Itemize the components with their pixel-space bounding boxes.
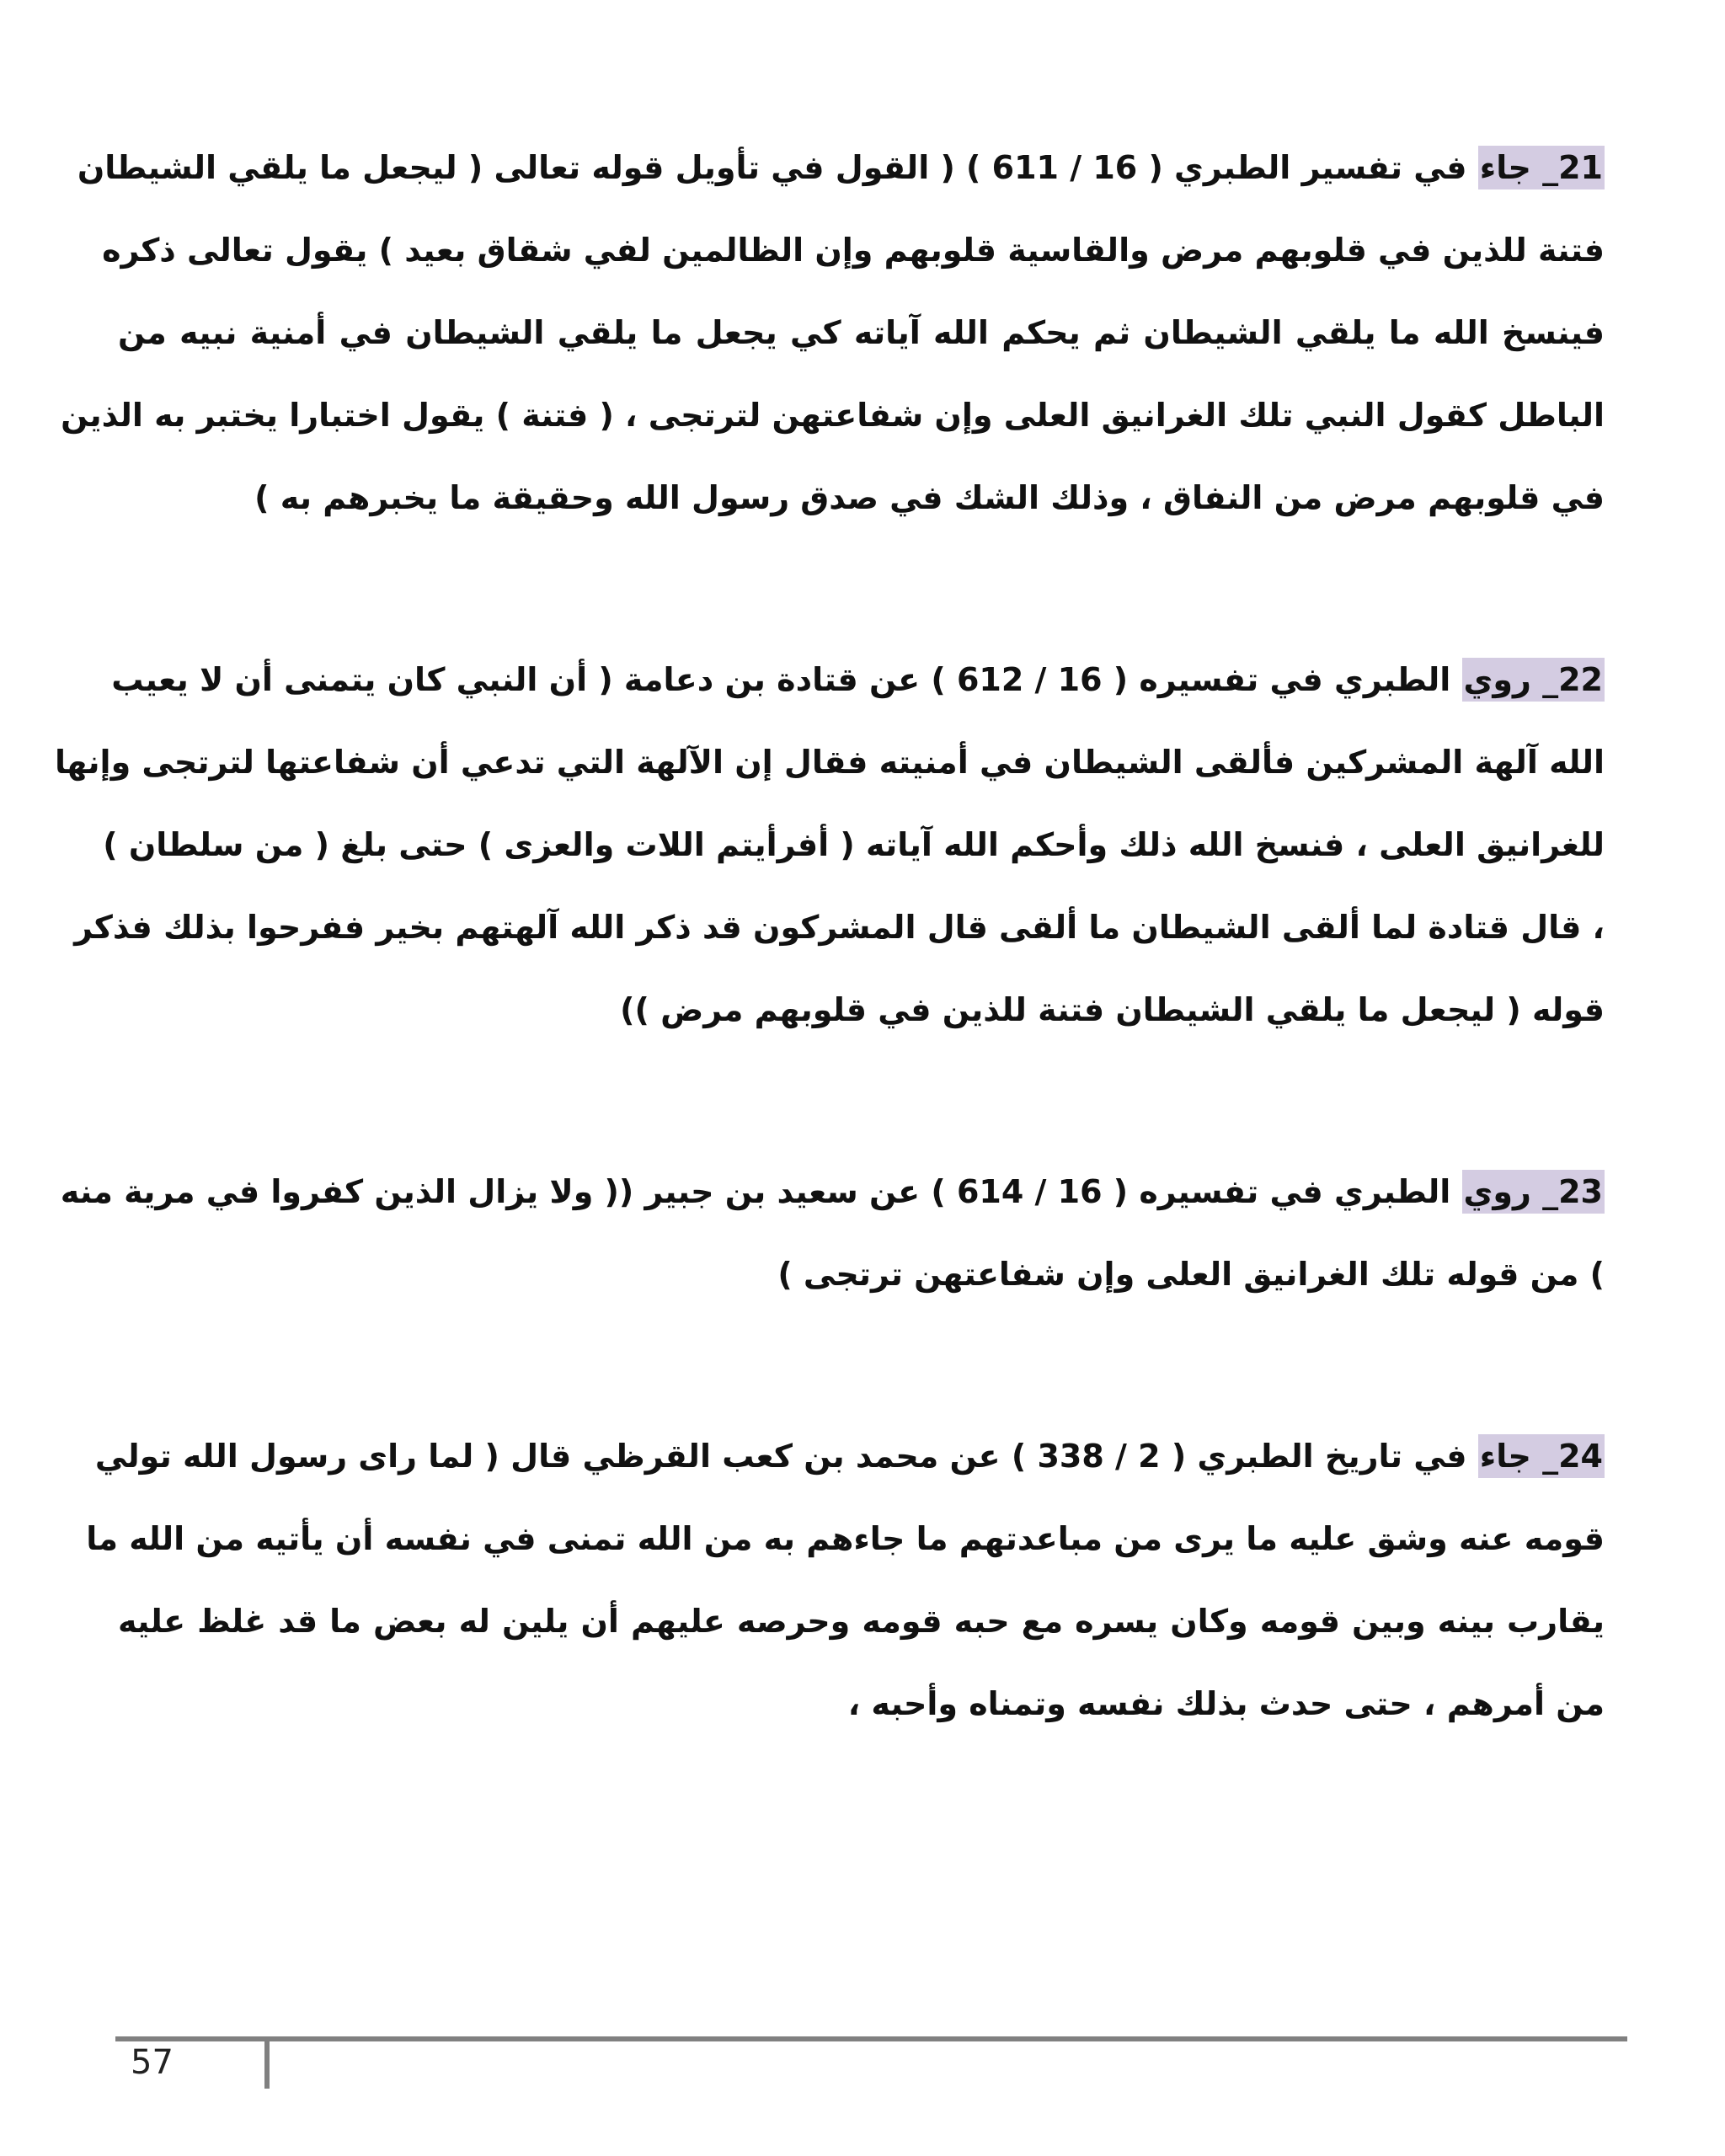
entry-text: في تفسير الطبري ( 16 / 611 ) ( القول في تأويل قوله تعالى ( ليجعل ما يلقي الشيطان xyxy=(77,149,1467,186)
entry-line: فتنة للذين في قلوبهم مرض والقاسية قلوبهم وإن الظالمين لفي شقاق بعيد ) يقول تعالى ذكره xyxy=(102,232,1605,269)
page-number: 57 xyxy=(131,2043,174,2082)
entry-23 xyxy=(60,1150,1605,1315)
footer-divider-tick xyxy=(264,2036,270,2089)
entry-line: من أمرهم ، حتى حدث بذلك نفسه وتمناه وأحبه ، xyxy=(847,1685,1605,1722)
footer-rule xyxy=(115,2036,1627,2041)
entry-number-label: 23_ روي xyxy=(1462,1170,1605,1214)
entry-line: ، قال قتادة لما ألقى الشيطان ما ألقى قال المشركون قد ذكر الله آلهتهم بخير ففرحوا بذلك فذكر xyxy=(74,909,1605,946)
entry-text: الطبري في تفسيره ( 16 / 614 ) عن سعيد بن جبير (( ولا يزال الذين كفروا في مرية منه xyxy=(60,1173,1451,1210)
entry-number-label: 22_ روي xyxy=(1462,658,1605,702)
entry-line: يقارب بينه وبين قومه وكان يسره مع حبه قومه وحرصه عليهم أن يلين له بعض ما قد غلظ عليه xyxy=(118,1603,1605,1640)
entry-line: الله آلهة المشركين فألقى الشيطان في أمنيته فقال إن الآلهة التي تدعي أن شفاعتها لترتجى وإنها xyxy=(54,744,1605,781)
page-body xyxy=(54,126,1605,1844)
entry-line xyxy=(77,126,1605,209)
entry-line: ) من قوله تلك الغرانيق العلى وإن شفاعتهن ترتجى ) xyxy=(777,1256,1605,1293)
entry-line: فينسخ الله ما يلقي الشيطان ثم يحكم الله آياته كي يجعل ما يلقي الشيطان في أمنية نبيه من xyxy=(118,314,1605,351)
entry-21 xyxy=(61,126,1605,539)
entry-line: للغرانيق العلى ، فنسخ الله ذلك وأحكم الله آياته ( أفرأيتم اللات والعزى ) حتى بلغ ( من سلطان ) xyxy=(103,826,1605,863)
entry-line xyxy=(94,1415,1605,1497)
entry-line: قومه عنه وشق عليه ما يرى من مباعدتهم ما جاءهم به من الله تمنى في نفسه أن يأتيه من الله ما xyxy=(86,1520,1605,1557)
entry-line xyxy=(60,1150,1605,1233)
entry-line: في قلوبهم مرض من النفاق ، وذلك الشك في صدق رسول الله وحقيقة ما يخبرهم به ) xyxy=(254,479,1605,516)
entry-22 xyxy=(54,638,1605,1051)
entry-line: الباطل كقول النبي تلك الغرانيق العلى وإن شفاعتهن لترتجى ، ( فتنة ) يقول اختبارا يختبر به الذين xyxy=(61,397,1605,434)
entry-line xyxy=(111,638,1605,721)
entry-number-label: 21_ جاء xyxy=(1478,146,1605,189)
entry-line: قوله ( ليجعل ما يلقي الشيطان فتنة للذين في قلوبهم مرض )) xyxy=(620,991,1605,1028)
entry-24 xyxy=(86,1415,1605,1745)
entry-text: الطبري في تفسيره ( 16 / 612 ) عن قتادة بن دعامة ( أن النبي كان يتمنى أن لا يعيب xyxy=(111,661,1451,698)
entry-text: في تاريخ الطبري ( 2 / 338 ) عن محمد بن كعب القرظي قال ( لما راى رسول الله تولي xyxy=(94,1438,1467,1475)
entry-number-label: 24_ جاء xyxy=(1478,1434,1605,1478)
